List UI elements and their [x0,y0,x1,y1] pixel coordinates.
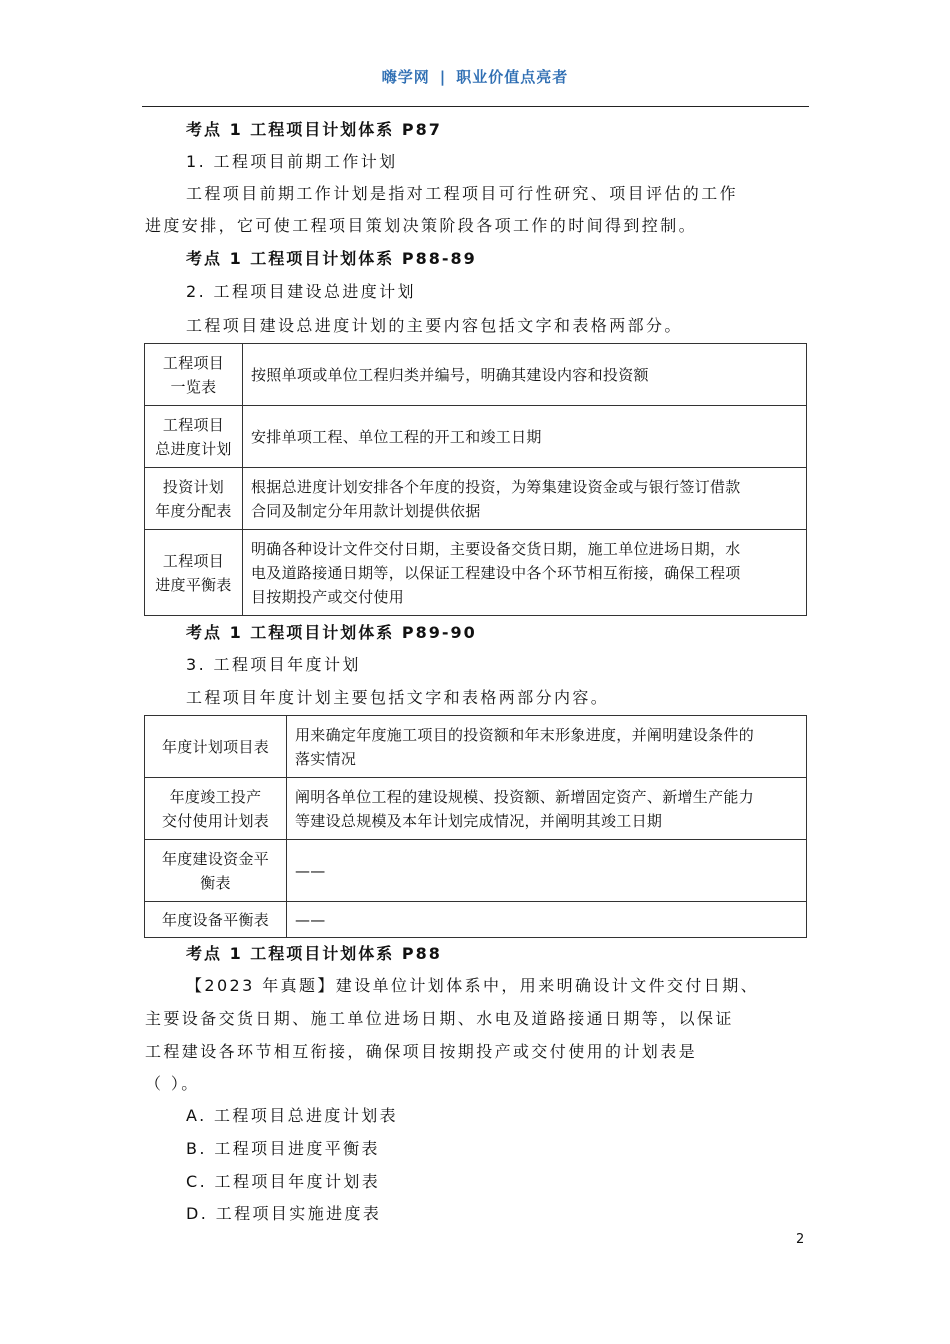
section-item-2: 2. 工程项目建设总进度计划 [186,282,416,301]
table-cell-key: 年度建设资金平 衡表 [145,840,287,902]
option-b: B. 工程项目进度平衡表 [186,1139,380,1158]
table-cell-key: 年度计划项目表 [145,716,287,778]
table-cell-value: 阐明各单位工程的建设规模、投资额、新增固定资产、新增生产能力 等建设总规模及本年计划完成情况，并阐明其竣工日期 [287,778,807,840]
section-body-3: 工程项目年度计划主要包括文字和表格两部分内容。 [186,688,610,707]
table-cell-value: 明确各种设计文件交付日期，主要设备交货日期，施工单位进场日期，水 电及道路接通日期等，以保证工程建设中各个环节相互衔接，确保工程项 目按期投产或交付使用 [243,530,807,616]
table-cell-key: 工程项目 进度平衡表 [145,530,243,616]
annual-plan-table [144,715,807,938]
section-item-3: 3. 工程项目年度计划 [186,655,361,674]
table-row [145,778,807,840]
section-body-1-line1: 工程项目前期工作计划是指对工程项目可行性研究、项目评估的工作 [186,184,739,203]
table-cell-key: 年度竣工投产 交付使用计划表 [145,778,287,840]
header-separator: | [439,68,447,86]
page-header [0,66,950,87]
option-d: D. 工程项目实施进度表 [186,1204,382,1223]
option-c: C. 工程项目年度计划表 [186,1172,381,1191]
question-line-4: （ ）。 [145,1074,200,1093]
table-row [145,344,807,406]
section-item-1: 1. 工程项目前期工作计划 [186,152,398,171]
section-title-4: 考点 1 工程项目计划体系 P88 [186,944,442,963]
schedule-content-table [144,343,807,616]
option-a: A. 工程项目总进度计划表 [186,1106,399,1125]
table-cell-key: 工程项目 总进度计划 [145,406,243,468]
table-cell-value: 根据总进度计划安排各个年度的投资，为筹集建设资金或与银行签订借款 合同及制定分年用款计划提供依据 [243,468,807,530]
section-title-2: 考点 1 工程项目计划体系 P88-89 [186,249,477,268]
table-cell-value: 按照单项或单位工程归类并编号，明确其建设内容和投资额 [243,344,807,406]
header-rule [142,106,809,107]
table-cell-key: 年度设备平衡表 [145,902,287,938]
table-cell-value: —— [287,902,807,938]
table-cell-value: —— [287,840,807,902]
section-body-2: 工程项目建设总进度计划的主要内容包括文字和表格两部分。 [186,316,683,335]
section-title-3: 考点 1 工程项目计划体系 P89-90 [186,623,477,642]
table-row [145,406,807,468]
section-body-1-line2: 进度安排，它可使工程项目策划决策阶段各项工作的时间得到控制。 [145,216,698,235]
table-cell-key: 工程项目 一览表 [145,344,243,406]
header-slogan: 职业价值点亮者 [456,68,569,86]
section-title-1: 考点 1 工程项目计划体系 P87 [186,120,442,139]
table-cell-key: 投资计划 年度分配表 [145,468,243,530]
header-brand: 嗨学网 [381,68,430,86]
table-row [145,468,807,530]
question-line-2: 主要设备交货日期、施工单位进场日期、水电及道路接通日期等，以保证 [145,1009,734,1028]
page-number: 2 [796,1232,805,1247]
question-line-1: 【2023 年真题】建设单位计划体系中，用来明确设计文件交付日期、 [186,976,760,995]
table-row [145,716,807,778]
question-line-3: 工程建设各环节相互衔接，确保项目按期投产或交付使用的计划表是 [145,1042,698,1061]
table-cell-value: 安排单项工程、单位工程的开工和竣工日期 [243,406,807,468]
table-row [145,902,807,938]
table-row [145,840,807,902]
table-cell-value: 用来确定年度施工项目的投资额和年末形象进度，并阐明建设条件的 落实情况 [287,716,807,778]
table-row [145,530,807,616]
